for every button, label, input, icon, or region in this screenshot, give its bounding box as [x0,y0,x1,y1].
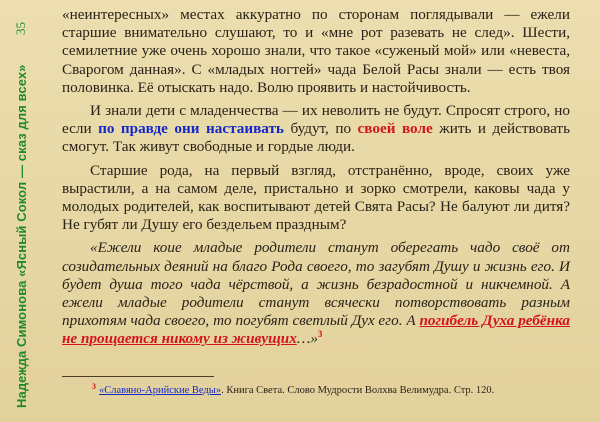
quote-text: «Ежели коие младые родители станут оберегать чадо своё от созидательных деяний на благо Рода своего, то загубят Душу и жизнь его. И будет душа того чада чёрствой, а жизнь безрадостной и никчемной. А ежели младые родители станут всячески потворствовать разным прихотям чада своего, то погубят светлый Дух его. А [62,239,570,330]
footnote-mark: 3 [92,381,96,391]
body-text [62,6,570,354]
paragraph-2-part1: И знали дети с младенчества — их неволить не будут. Спросят строго, но если [62,102,570,138]
footnote-text: . Книга Света. Слово Мудрости Волхва Велимудра. Стр. 120. [221,385,495,396]
highlight-red: своей воле [357,120,433,138]
page-number: 35 [13,22,28,35]
paragraph-2-part3: жить и действовать смогут. Так живут свободные и гордые люди. [62,120,570,156]
footnote [92,381,495,396]
spine-header [13,0,29,422]
paragraph-2 [62,102,570,157]
quote-end: …» [296,330,318,348]
paragraph-3: Старшие рода, на первый взгляд, отстранённо, вроде, своих уже вырастили, а на самом деле, пристально и зорко смотрели, каковы чада у молодых родителей, как воспитывают детей Свята Расы? Не балуют ли дитя? Не губят ли Душу его бездельем праздным? [62,161,570,234]
footnote-link[interactable]: «Славяно-Арийские Веды» [99,385,222,396]
running-head: Надежда Симонова «Ясный Сокол — сказ для всех» [13,64,29,408]
quote-paragraph [62,239,570,348]
paragraph-1: «неинтересных» местах аккуратно по сторонам поглядывали — ежели старшие внимательно слушают, то и «мне рот разевать не след». Шести, семилетние уже очень хорошо знали, что такое «суженый мой» или «невеста, Сварогом данная». С «младых ногтей» чада Белой Расы знали — есть твоя половинка. Её отыскать надо. Волю проявить и настойчивость. [62,6,570,96]
paragraph-2-part2: будут, по [290,120,352,138]
quote-highlight-red: погибель Духа ребёнка не прощается никому из живущих [62,312,570,348]
footnote-divider [62,376,214,377]
spine-strip [0,0,42,422]
footnote-ref[interactable]: 3 [317,329,323,340]
highlight-blue: по правде они настаивать [98,120,284,138]
